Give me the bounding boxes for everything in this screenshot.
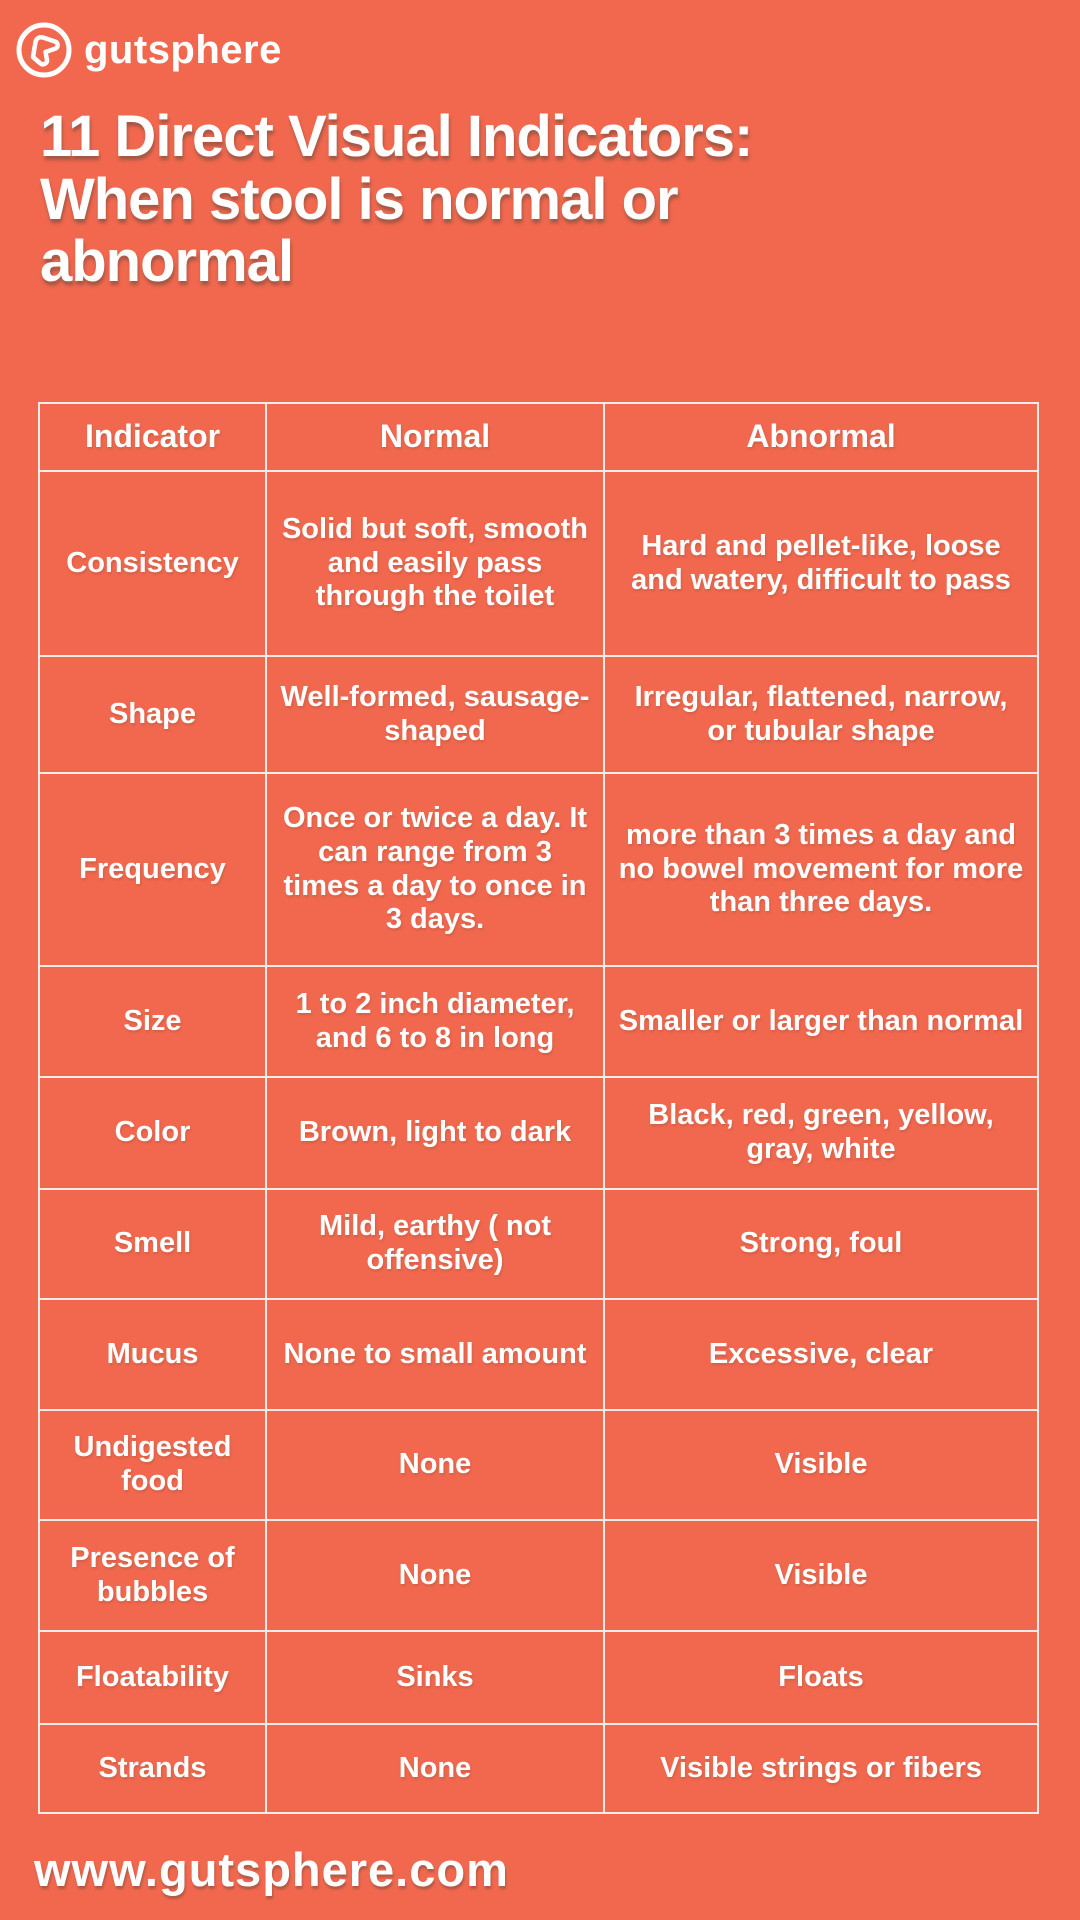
table-header-row bbox=[39, 403, 1038, 471]
indicator-cell: Floatability bbox=[39, 1631, 266, 1724]
header-abnormal: Abnormal bbox=[604, 403, 1038, 471]
brand-name: gutsphere bbox=[84, 27, 282, 72]
normal-cell: 1 to 2 inch diameter, and 6 to 8 in long bbox=[266, 966, 604, 1077]
normal-cell: Sinks bbox=[266, 1631, 604, 1724]
table-row-frequency bbox=[39, 773, 1038, 966]
table-row-presence-of-bubbles bbox=[39, 1520, 1038, 1631]
header-indicator: Indicator bbox=[39, 403, 266, 471]
abnormal-cell: Visible bbox=[604, 1520, 1038, 1631]
normal-cell: None bbox=[266, 1410, 604, 1520]
table-row-size bbox=[39, 966, 1038, 1077]
indicator-cell: Undigested food bbox=[39, 1410, 266, 1520]
abnormal-cell: Smaller or larger than normal bbox=[604, 966, 1038, 1077]
normal-cell: Solid but soft, smooth and easily pass through the toilet bbox=[266, 471, 604, 656]
normal-cell: None bbox=[266, 1724, 604, 1813]
indicator-cell: Frequency bbox=[39, 773, 266, 966]
abnormal-cell: Visible bbox=[604, 1410, 1038, 1520]
indicator-cell: Strands bbox=[39, 1724, 266, 1813]
gut-circle-icon bbox=[14, 20, 74, 80]
normal-cell: None to small amount bbox=[266, 1299, 604, 1410]
abnormal-cell: Excessive, clear bbox=[604, 1299, 1038, 1410]
page-title bbox=[40, 106, 990, 294]
table-row-strands bbox=[39, 1724, 1038, 1813]
stool-indicators-table bbox=[38, 402, 1039, 1814]
abnormal-cell: Floats bbox=[604, 1631, 1038, 1724]
table-row-consistency bbox=[39, 471, 1038, 656]
table-row-shape bbox=[39, 656, 1038, 773]
indicator-cell: Mucus bbox=[39, 1299, 266, 1410]
normal-cell: Brown, light to dark bbox=[266, 1077, 604, 1189]
abnormal-cell: Irregular, flattened, narrow, or tubular shape bbox=[604, 656, 1038, 773]
website-url: www.gutsphere.com bbox=[34, 1843, 509, 1896]
indicator-cell: Shape bbox=[39, 656, 266, 773]
normal-cell: Once or twice a day. It can range from 3 times a day to once in 3 days. bbox=[266, 773, 604, 966]
title-line-1: 11 Direct Visual Indicators: bbox=[40, 104, 753, 169]
brand-logo bbox=[14, 20, 282, 80]
table-row-mucus bbox=[39, 1299, 1038, 1410]
title-line-3: abnormal bbox=[40, 229, 294, 295]
indicator-cell: Color bbox=[39, 1077, 266, 1189]
table-row-undigested-food bbox=[39, 1410, 1038, 1520]
normal-cell: None bbox=[266, 1520, 604, 1631]
table-row-color bbox=[39, 1077, 1038, 1189]
indicator-cell: Smell bbox=[39, 1189, 266, 1299]
abnormal-cell: Strong, foul bbox=[604, 1189, 1038, 1299]
indicator-cell: Presence of bubbles bbox=[39, 1520, 266, 1631]
indicator-cell: Size bbox=[39, 966, 266, 1077]
title-line-2: When stool is normal or bbox=[40, 166, 678, 232]
abnormal-cell: Hard and pellet-like, loose and watery, difficult to pass bbox=[604, 471, 1038, 656]
indicator-cell: Consistency bbox=[39, 471, 266, 656]
header-normal: Normal bbox=[266, 403, 604, 471]
abnormal-cell: Visible strings or fibers bbox=[604, 1724, 1038, 1813]
normal-cell: Mild, earthy ( not offensive) bbox=[266, 1189, 604, 1299]
abnormal-cell: Black, red, green, yellow, gray, white bbox=[604, 1077, 1038, 1189]
normal-cell: Well-formed, sausage-shaped bbox=[266, 656, 604, 773]
table-row-smell bbox=[39, 1189, 1038, 1299]
abnormal-cell: more than 3 times a day and no bowel movement for more than three days. bbox=[604, 773, 1038, 966]
table-row-floatability bbox=[39, 1631, 1038, 1724]
